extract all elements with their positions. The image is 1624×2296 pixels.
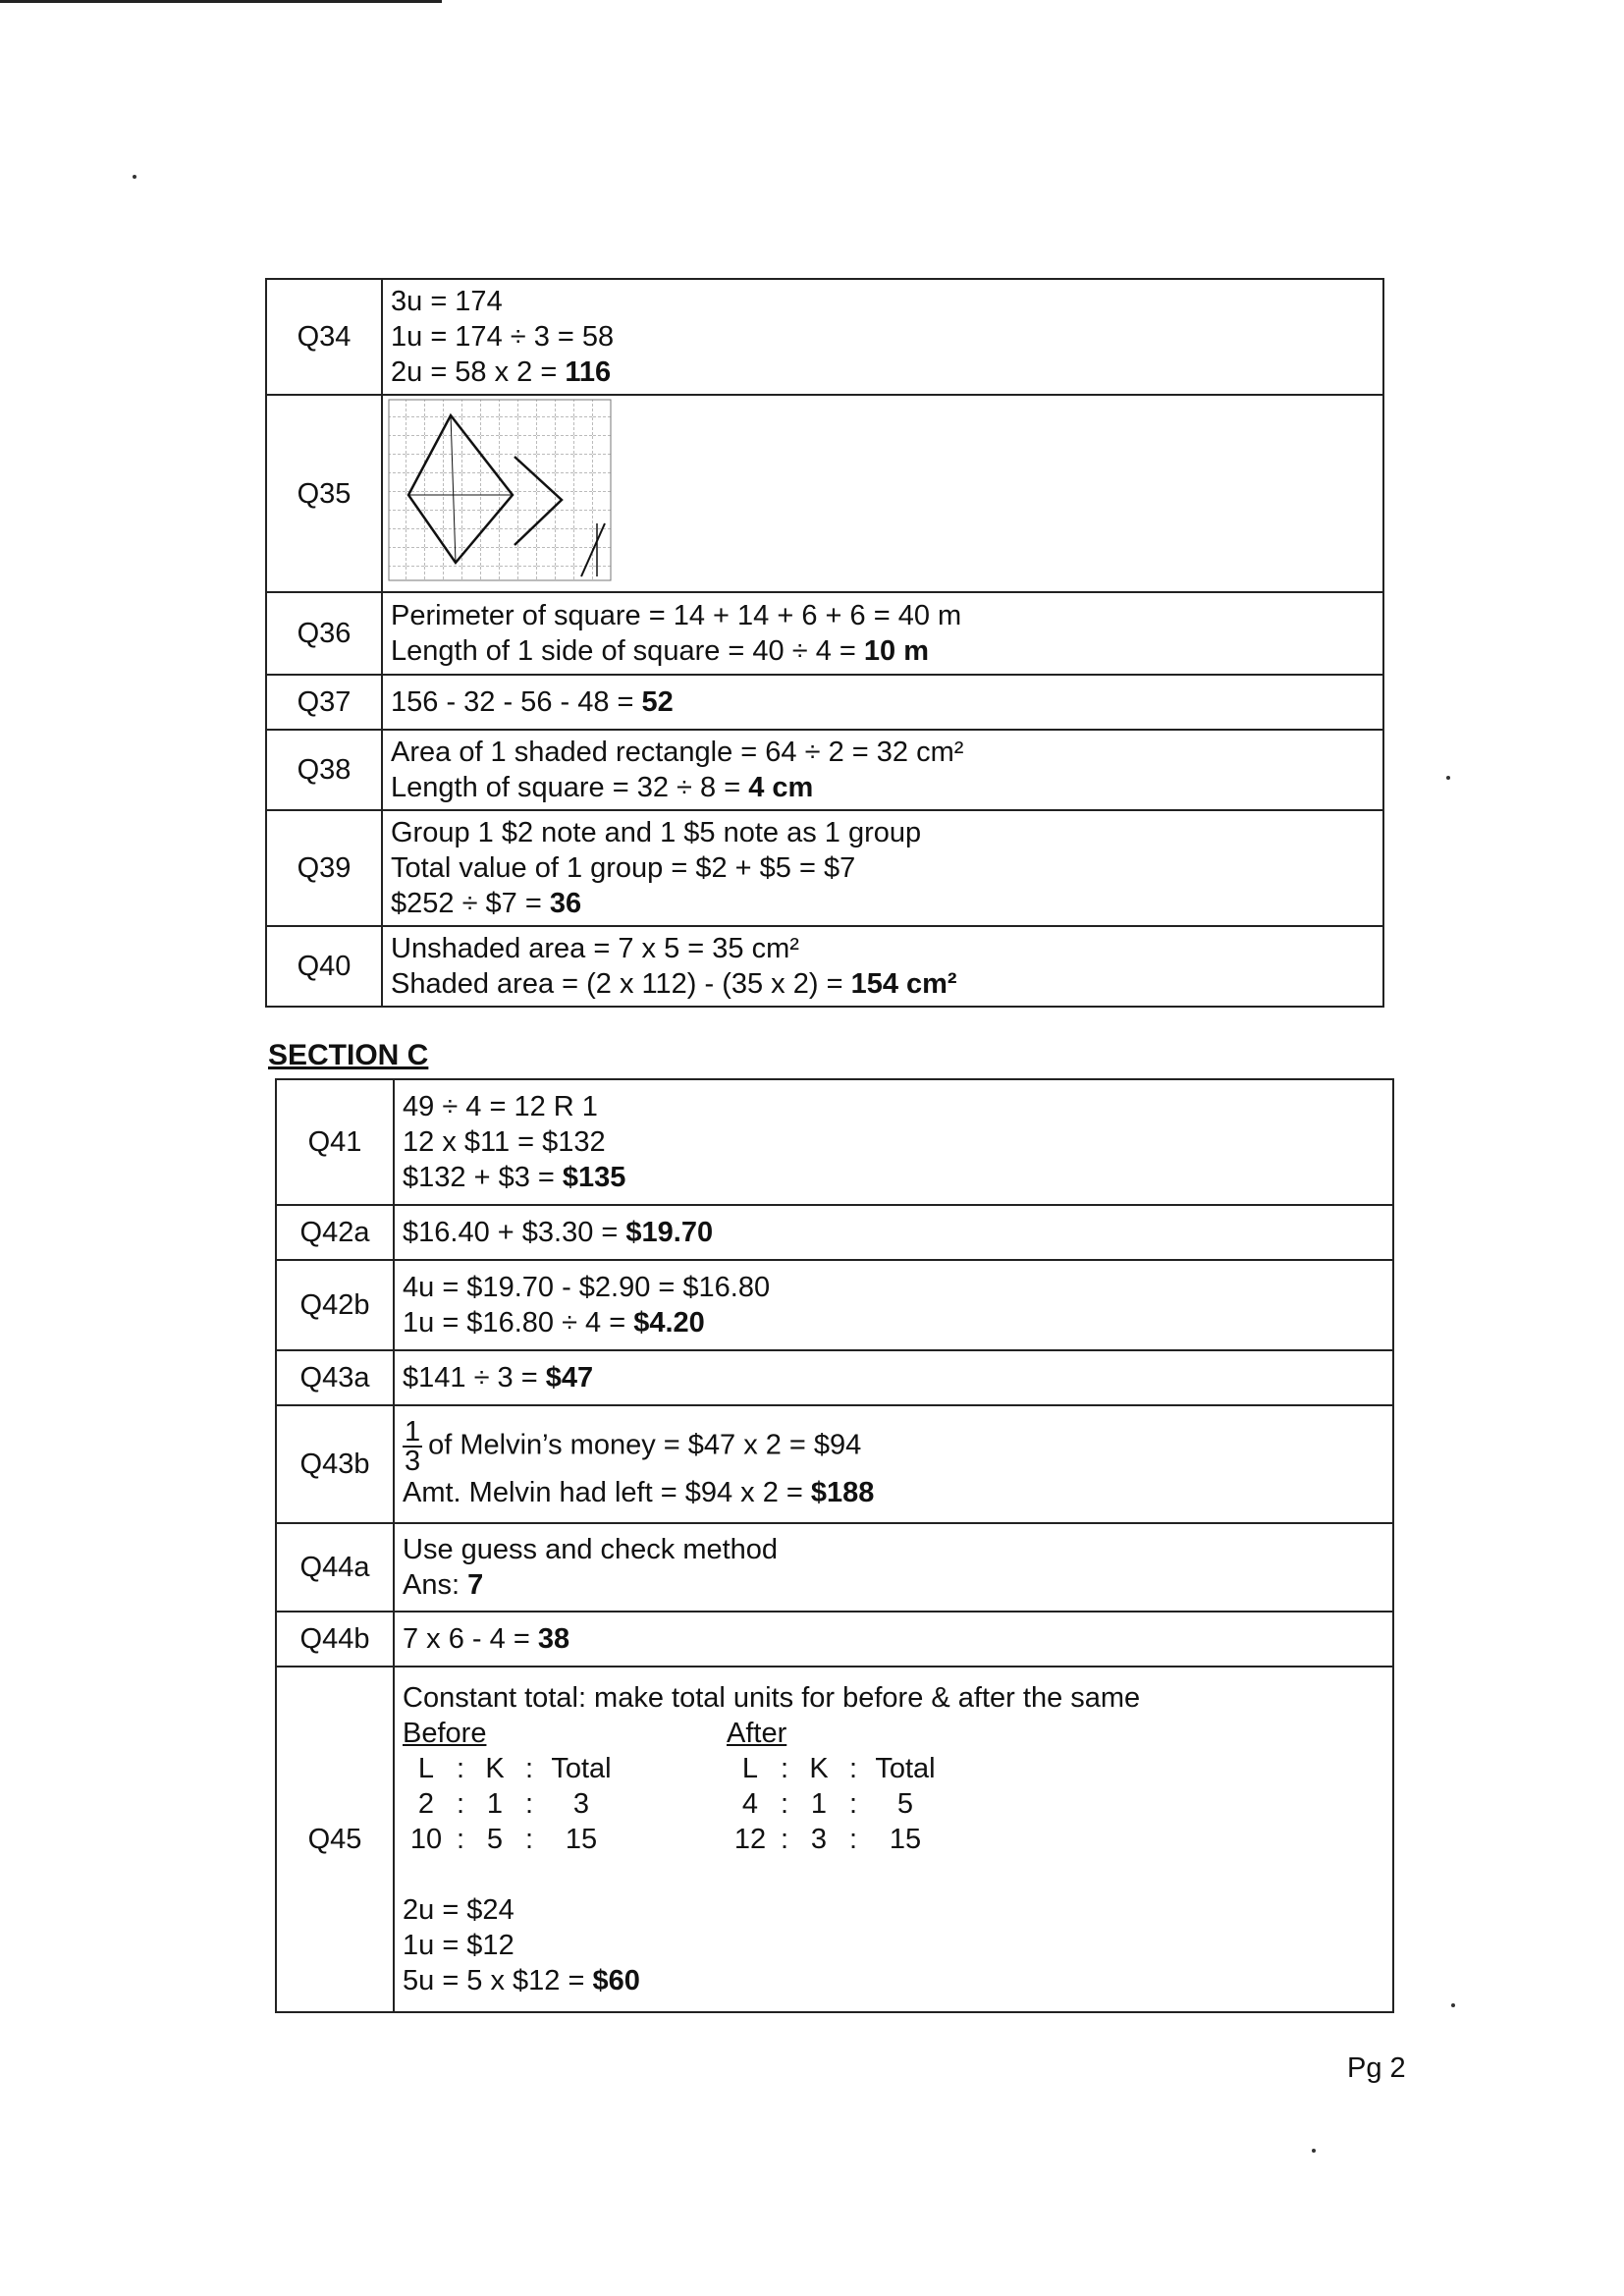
- answer-working: [382, 730, 1383, 810]
- working-line: Length of square = 32 ÷ 8 =: [391, 772, 749, 803]
- ratio-before-label: Before: [403, 1718, 487, 1749]
- ratio-row: L : K : Total: [417, 1753, 612, 1784]
- answer-row-q40: [266, 926, 1383, 1007]
- final-answer: 52: [641, 686, 674, 718]
- question-number: Q43a: [276, 1350, 394, 1405]
- final-answer: 36: [549, 888, 582, 919]
- working-line: 12 x $11 = $132: [403, 1126, 606, 1158]
- answer-working: [382, 279, 1383, 395]
- working-line: Use guess and check method: [403, 1534, 779, 1565]
- answer-working: [394, 1350, 1393, 1405]
- working-line: 2u = $24: [403, 1894, 514, 1926]
- fraction-denominator: 3: [405, 1446, 421, 1477]
- final-answer: $188: [810, 1477, 875, 1508]
- working-line: Constant total: make total units for before & after the same: [403, 1682, 1141, 1714]
- section-c-heading: SECTION C: [268, 1039, 429, 1071]
- answer-working: [394, 1205, 1393, 1260]
- answer-row-q35: [266, 395, 1383, 592]
- section-c-answer-table: [275, 1078, 1394, 2013]
- answer-working: [382, 926, 1383, 1007]
- answer-row-q39: [266, 810, 1383, 926]
- answer-row-q38: [266, 730, 1383, 810]
- working-line: Ans:: [403, 1569, 468, 1601]
- final-answer: 116: [565, 356, 612, 388]
- answer-row-q44b: [276, 1612, 1393, 1667]
- working-line: 156 - 32 - 56 - 48 =: [391, 686, 642, 718]
- working-line: 1u = $12: [403, 1930, 514, 1961]
- working-line: $132 + $3 =: [403, 1162, 563, 1193]
- question-number: Q37: [266, 675, 382, 730]
- answer-working: [382, 592, 1383, 675]
- question-number: Q42a: [276, 1205, 394, 1260]
- working-line: Length of 1 side of square = 40 ÷ 4 =: [391, 635, 864, 667]
- answer-row-q41: [276, 1079, 1393, 1205]
- fraction-one-third: [403, 1418, 422, 1475]
- question-number: Q44a: [276, 1523, 394, 1612]
- question-number: Q43b: [276, 1405, 394, 1523]
- final-answer: 154 cm²: [850, 968, 957, 1000]
- final-answer: $60: [592, 1965, 640, 1996]
- final-answer: $135: [562, 1162, 626, 1193]
- scan-speck: [1446, 776, 1450, 780]
- working-line: Perimeter of square = 14 + 14 + 6 + 6 = 40 m: [391, 600, 962, 631]
- final-answer: 7: [467, 1569, 484, 1601]
- question-number: Q41: [276, 1079, 394, 1205]
- working-line: 1u = $16.80 ÷ 4 =: [403, 1307, 634, 1339]
- working-line: 7 x 6 - 4 =: [403, 1623, 538, 1655]
- working-line: 3u = 174: [391, 286, 503, 317]
- working-line: 2u = 58 x 2 =: [391, 356, 566, 388]
- question-number: Q39: [266, 810, 382, 926]
- answer-working: [382, 810, 1383, 926]
- working-line: $141 ÷ 3 =: [403, 1362, 546, 1394]
- answer-working: [394, 1523, 1393, 1612]
- answer-working: [394, 1260, 1393, 1350]
- working-line: 49 ÷ 4 = 12 R 1: [403, 1091, 598, 1122]
- top-rule: [0, 0, 442, 3]
- ratio-before: [403, 1716, 727, 1857]
- answer-working: [394, 1079, 1393, 1205]
- scan-speck: [1312, 2149, 1316, 2153]
- question-number: Q34: [266, 279, 382, 395]
- answer-working: [394, 1405, 1393, 1523]
- answer-row-q42a: [276, 1205, 1393, 1260]
- final-answer: $47: [545, 1362, 594, 1394]
- ratio-row: 12 : 3 : 15: [733, 1824, 922, 1855]
- question-number: Q45: [276, 1667, 394, 2012]
- final-answer: 10 m: [863, 635, 929, 667]
- working-line: Total value of 1 group = $2 + $5 = $7: [391, 852, 856, 884]
- answer-row-q37: [266, 675, 1383, 730]
- ratio-row: 10 : 5 : 15: [409, 1824, 598, 1855]
- ratio-row: 4 : 1 : 5: [741, 1788, 914, 1820]
- final-answer: $19.70: [625, 1217, 714, 1248]
- working-line: 4u = $19.70 - $2.90 = $16.80: [403, 1272, 771, 1303]
- working-line: Area of 1 shaded rectangle = 64 ÷ 2 = 32 cm²: [391, 737, 964, 768]
- answer-working: [382, 675, 1383, 730]
- ratio-row: L : K : Total: [741, 1753, 936, 1784]
- final-answer: 4 cm: [748, 772, 814, 803]
- working-line: Group 1 $2 note and 1 $5 note as 1 group: [391, 817, 922, 848]
- answer-row-q45: [276, 1667, 1393, 2012]
- answer-row-q42b: [276, 1260, 1393, 1350]
- answer-row-q43a: [276, 1350, 1393, 1405]
- working-line: 5u = 5 x $12 =: [403, 1965, 593, 1996]
- ratio-after-label: After: [727, 1718, 787, 1749]
- question-number: Q38: [266, 730, 382, 810]
- ratio-row: 2 : 1 : 3: [417, 1788, 590, 1820]
- answer-row-q43b: [276, 1405, 1393, 1523]
- question-number: Q44b: [276, 1612, 394, 1667]
- final-answer: 38: [537, 1623, 570, 1655]
- question-number: Q42b: [276, 1260, 394, 1350]
- working-line: Amt. Melvin had left = $94 x 2 =: [403, 1477, 811, 1508]
- grid-drawing-answer: [387, 398, 615, 582]
- answer-row-q36: [266, 592, 1383, 675]
- fraction-numerator: 1: [405, 1416, 421, 1448]
- working-line: of Melvin’s money = $47 x 2 = $94: [428, 1429, 862, 1461]
- working-line: Shaded area = (2 x 112) - (35 x 2) =: [391, 968, 851, 1000]
- working-line: Unshaded area = 7 x 5 = 35 cm²: [391, 933, 799, 964]
- answer-working: [394, 1612, 1393, 1667]
- scan-speck: [1451, 2003, 1455, 2007]
- answer-working: [394, 1667, 1393, 2012]
- scan-speck: [133, 175, 136, 179]
- final-answer: $4.20: [633, 1307, 705, 1339]
- question-number: Q35: [266, 395, 382, 592]
- answer-row-q34: [266, 279, 1383, 395]
- ratio-after: [727, 1716, 1051, 1857]
- answer-working: [382, 395, 1383, 592]
- answer-row-q44a: [276, 1523, 1393, 1612]
- question-number: Q36: [266, 592, 382, 675]
- page-number: Pg 2: [1347, 2052, 1406, 2084]
- section-b-answer-table: [265, 278, 1384, 1008]
- ratio-tables: [403, 1716, 1384, 1857]
- question-number: Q40: [266, 926, 382, 1007]
- working-line: 1u = 174 ÷ 3 = 58: [391, 321, 615, 353]
- working-line: $16.40 + $3.30 =: [403, 1217, 626, 1248]
- working-line: $252 ÷ $7 =: [391, 888, 550, 919]
